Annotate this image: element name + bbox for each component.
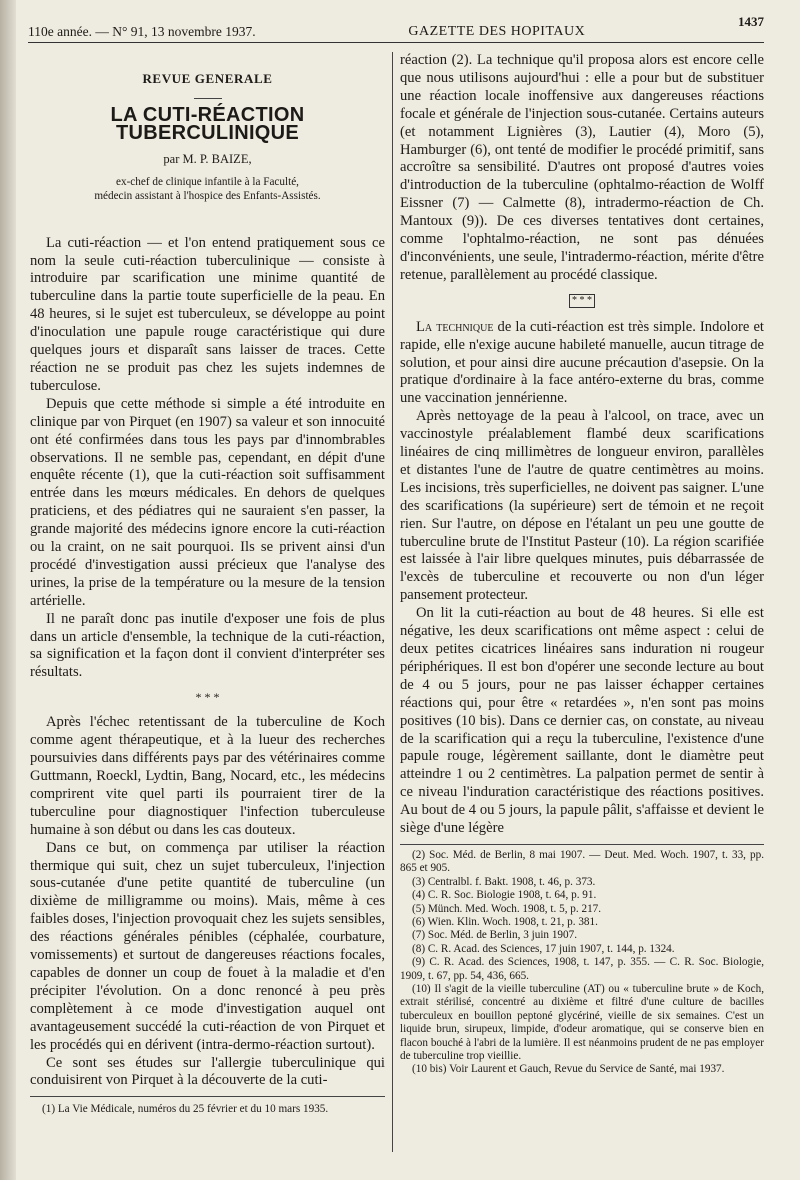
paragraph <box>400 319 764 409</box>
footnote-1: (1) La Vie Médicale, numéros du 25 février et du 10 mars 1935. <box>42 1103 329 1116</box>
header-rule <box>28 42 764 43</box>
footnote-7: (7) Soc. Méd. de Berlin, 3 juin 1907. <box>412 929 577 942</box>
journal-title: GAZETTE DES HOPITAUX <box>408 24 586 39</box>
section-asterism: * * * <box>195 690 220 705</box>
page-number: 1437 <box>738 14 764 29</box>
section-asterism: * * * <box>400 291 764 309</box>
footnote-10-bis: (10 bis) Voir Laurent et Gauch, Revue du Service de Santé, mai 1937. <box>412 1063 725 1076</box>
author-affiliation-1: ex-chef de clinique infantile à la Faculté, <box>116 175 299 188</box>
author-affiliation-2: médecin assistant à l'hospice des Enfants-Assistés. <box>94 189 321 202</box>
paragraph: réaction (2). La technique qu'il proposa alors est encore celle que nous utilisons aujourd'hui : elle a pour but de substituer une réaction locale inoffensive aux dangereuses réactions focale et générale de l'injection sous-cutanée. Certains auteurs (et notamment Lignières (3), Lautier (4), Moro (5), Hamburger (6), ont tenté de modifier le procédé primitif, sans accroître sa sensibilité. D'autres ont proposé d'autres voies d'introduction de la tuberculine (ophtalmo-réaction de Wolff Eissner (7) — Calmette (8), intradermo-réaction de Ch. Mantoux (9)). De ces diverses tentatives dont certaines, comme l'ophtalmo-réaction, ne sont pas dénuées d'inconvénients, une seule, l'intradermo-réaction, mérite d'être retenue, parallèlement au procédé classique. <box>400 52 764 283</box>
footnote <box>30 1103 385 1116</box>
running-header <box>28 14 764 40</box>
paragraph: Depuis que cette méthode si simple a été introduite en clinique par von Pirquet (en 1907) sa valeur et son innocuité ont été confirmées dans tous les pays par d'innombrables observations. Il ne semble pas, cependant, en dépit d'une enquête récente (1), que la cuti-réaction soit suffisamment entrée dans les mœurs médicales. En dehors de quelques praticiens, et des pédiatres qui ne sauraient s'en passer, la grande majorité des médecins ignore encore la cuti-réaction ou la craint, on ne sait pourquoi. Ils se privent ainsi d'un procédé d'investigation aussi précieux que l'analyse des urines, la prise de la température ou la mesure de la tension artérielle. <box>30 395 385 609</box>
footnote-2: (2) Soc. Méd. de Berlin, 8 mai 1907. — Deut. Med. Woch. 1907, t. 33, pp. 865 et 905. <box>400 848 764 875</box>
column-divider <box>392 52 393 1152</box>
footnote-6: (6) Wien. Klin. Woch. 1908, t. 21, p. 381. <box>412 916 598 928</box>
footnote-9: (9) C. R. Acad. des Sciences, 1908, t. 147, p. 355. — C. R. Soc. Biologie, 1909, t. 67, pp. 54, 436, 665. <box>400 956 764 982</box>
section-rubric: REVUE GENERALE <box>142 71 273 86</box>
issue-line: 110e année. — N° 91, 13 novembre 1937. <box>28 24 256 39</box>
paragraph: Il ne paraît donc pas inutile d'exposer une fois de plus dans un article d'ensemble, la technique de la cuti-réaction, sa signification et la façon dont il convient d'interpréter ses résultats. <box>30 610 385 681</box>
page-binding-edge <box>0 0 16 1180</box>
footnote-4: (4) C. R. Soc. Biologie 1908, t. 64, p. 91. <box>412 889 597 902</box>
footnote-rule <box>30 1096 385 1097</box>
article-title: LA CUTI-RÉACTION TUBERCULINIQUE <box>110 103 305 144</box>
paragraph: Après nettoyage de la peau à l'alcool, on trace, avec un vaccinostyle préalablement flambé deux scarifications linéaires de cinq millimètres de longueur environ, parallèles et distantes l'une de l'autre de quatre centimètres au moins. Les incisions, très superficielles, ne doivent pas saigner. L'une des scarifications (la supérieure) sert de témoin et ne reçoit rien. Sur l'autre, on dépose en l'étalant un peu une goutte de tuberculine brute de l'Institut Pasteur (10). La région scarifiée est laissée à l'air libre quelques minutes, puis débarrassée de l'excès de tuberculine et recouverte ou non d'un léger pansement protecteur. <box>400 408 764 604</box>
footnote-3: (3) Centralbl. f. Bakt. 1908, t. 46, p. 373. <box>412 875 596 888</box>
paragraph: La cuti-réaction — et l'on entend pratiquement sous ce nom la seule cuti-réaction tuberculinique — consiste à introduire par scarification une minime quantité de tuberculine dans la partie toute superficielle de la peau. En 48 heures, si le sujet est tuberculeux, se développe au point d'inoculation une papule rouge caractéristique qui dure quelques jours et disparaît sans laisser de traces. Cette réaction ne se produit pas chez les sujets indemnes de tuberculose. <box>30 234 385 394</box>
footnote-5: (5) Münch. Med. Woch. 1908, t. 5, p. 217. <box>412 902 602 915</box>
footnote-rule <box>400 844 764 845</box>
paragraph: Après l'échec retentissant de la tuberculine de Koch comme agent thérapeutique, et à la lueur des recherches poursuivies dans différents pays par des vétérinaires comme Guttmann, Roeckl, Lydtin, Bang, Nocard, etc., les médecins comprirent vite quel parti ils pourraient tirer de la tuberculine pour diagnostiquer l'infection tuberculeuse humaine à son début ou dans les cas douteux. <box>30 714 385 838</box>
article-author: par M. P. BAIZE, <box>163 151 252 166</box>
paragraph: Dans ce but, on commença par utiliser la réaction thermique qui suit, chez un sujet tuberculeux, l'injection sous-cutanée d'une petite quantité de tuberculine (un dixième de milligramme ou moins). Mais, même à ces faibles doses, l'injection provoquait chez les sujets sensibles, des réactions générales pénibles (céphalée, courbature, vomissements) et surtout de dangereuses réactions focales, capables de donner un coup de fouet à la maladie et d'en précipiter l'évolution. On a donc renoncé à peu près complètement à ce mode d'investigation auquel ont avantageusement succédé la cuti-réaction de von Pirquet et les procédés qui en dérivent (intra-dermo-réaction surtout). <box>30 839 385 1053</box>
paragraph: On lit la cuti-réaction au bout de 48 heures. Si elle est négative, les deux scarifications ont même aspect : celui de deux petites cicatrices linéaires sans induration ni rougeur périphériques. Il est bon d'opérer une seconde lecture au bout de 4 ou 5 jours, pour ne pas laisser échapper certaines réactions qui, pour être « retardées », n'en sont pas moins positives (10 bis). Dans ce dernier cas, on constate, au niveau de la scarification qui a reçu la tuberculine, l'existence d'une papule rouge, légèrement saillante, dont le diamètre peut atteindre 1 ou 2 centimètres. La palpation permet de sentir à ce niveau l'induration caractéristique des réactions positives. Au bout de 4 ou 5 jours, la papule pâlit, s'affaisse et devient le siège d'une légère <box>400 605 764 837</box>
footnotes <box>400 849 764 1077</box>
footnote-10: (10) Il s'agit de la vieille tuberculine (AT) ou « tuberculine brute » de Koch, extrait stérilisé, concentré au dixième et filtré d'une culture de bacilles tuberculeux en bouillon peptoné glycériné, vieille de six semaines. C'est un liquide brun, sirupeux, limpide, d'odeur aromatique, qui se conserve bien en flacon bouché à l'abri de la lumière. Il est néanmoins prudent de ne pas employer de tuberculine trop vieillie. <box>400 983 764 1063</box>
paragraph-text: de la cuti-réaction est très simple. Indolore et rapide, elle n'exige aucune habileté manuelle, aucun titrage de solution, et pour ainsi dire aucune précaution d'asepsie. On la pratique d'ordinaire à la face antéro-externe du bras, comme une vaccination jennérienne. <box>400 318 764 407</box>
footnote-8: (8) C. R. Acad. des Sciences, 17 juin 1907, t. 144, p. 1324. <box>412 942 675 955</box>
title-rule <box>194 98 222 99</box>
paragraph: Ce sont ses études sur l'allergie tuberculinique qui conduisirent von Pirquet à la découverte de la cuti- <box>30 1054 385 1089</box>
left-column <box>30 52 385 1117</box>
right-column <box>400 52 764 1077</box>
technique-label: La technique <box>416 318 494 335</box>
